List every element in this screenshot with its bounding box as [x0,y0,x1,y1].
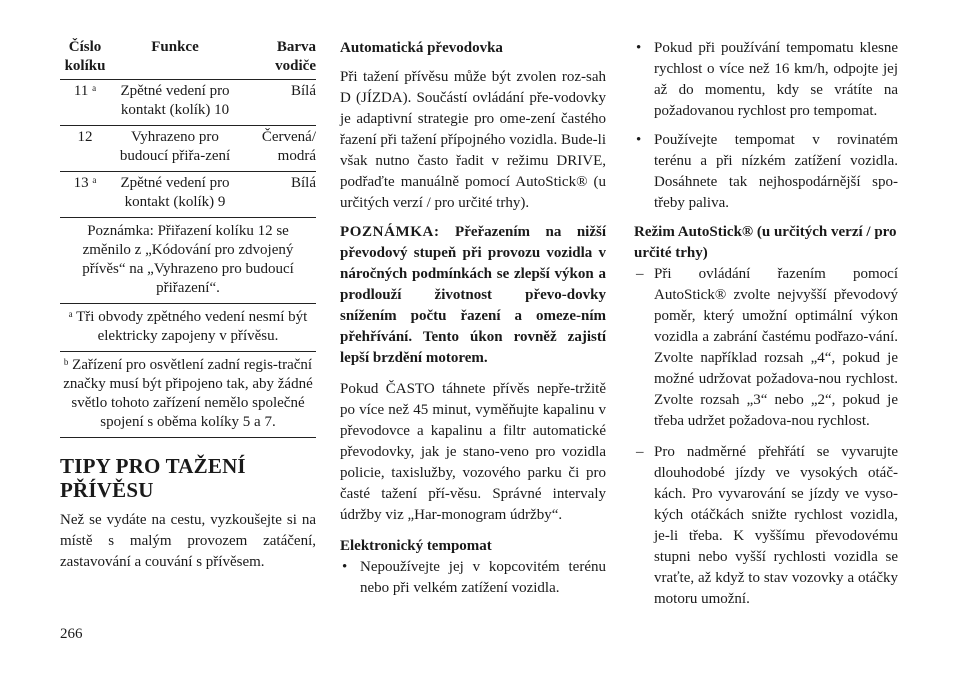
automatic-transmission-paragraph: Při tažení přívěsu může být zvolen roz-sah D (JÍZDA). Součástí ovládání pře-vodovky je adaptivní strategie pro ome-zení častého řazení při tažení přípojného vozidla. Bude-li však nutno často řadit v režimu DRIVE, podřaďte manuálně pomocí AutoStick® (u určitých verzí / pro určité trhy). [340,69,606,211]
color-cell: Bílá [240,80,316,126]
header-color: Barva vodiče [240,38,316,80]
footnote-ref: a [92,175,97,185]
header-function: Funkce [110,38,240,80]
header-pin: Číslo kolíku [60,38,110,80]
cruise-control-heading: Elektronický tempomat [340,538,492,554]
table-note: Poznámka: Přiřazení kolíku 12 se změnilo z „Kódování pro zdvojený přívěs“ na „Vyhrazeno pro budoucí přiřazení“. [60,218,316,304]
page-number: 266 [60,626,83,642]
list-item [634,38,898,122]
note-label: POZNÁMKA: [340,224,440,240]
list-item [634,264,898,432]
pin-cell [60,172,110,218]
footnote-mark: b [63,357,69,367]
list-item [634,130,898,214]
table-row [60,80,316,126]
pin-number: 12 [77,129,93,145]
footnote-ref: a [92,83,97,93]
cruise-bullet-list [340,557,606,599]
note-paragraph [340,222,606,369]
middle-column [340,38,606,599]
frequent-towing-paragraph: Pokud ČASTO táhnete přívěs nepře-tržitě po více než 45 minut, vyměňujte kapalinu v převodovce a kapalinu a filtr automatické převodovky, jak je stano-veno pro vozidla policie, taxislužby, vozového parku či pro časté tažení pří-věsu. Správné intervaly údržby viz „Har-monogram údržby“. [340,381,606,523]
list-item-text: Pro nadměrné přehřátí se vyvarujte dlouhodobé jízdy ve vysokých otáč-kách. Pro vyvarování se jízdy ve vyso-kých otáčkách snižte rychlost vozidla, je-li třeba. K vyššímu převodovému stupni nebo vyšší rychlosti vozidla se vraťte, až když to stav vozovky a otáčky motoru umožní. [654,444,898,607]
bullet-mark: • [636,132,642,148]
table-header-row [60,38,316,80]
list-item-text: Při ovládání řazením pomocí AutoStick® zvolte nejvyšší převodový poměr, který umožní optimální výkon vozidla a zabrání častému podřazo-vání. Zvolte například rozsah „4“, pokud je možné udržovat požadova-nou rychlost. Zvolte rozsah „3“ nebo „2“, pokud je třeba udržet požadova-nou rychlost. [654,266,898,429]
list-item-text: Používejte tempomat v rovinatém terénu a při nízkém zatížení vozidla. Dosáhnete tak nejhospodárnější spo-třeby paliva. [654,132,898,211]
footnote-text: Zařízení pro osvětlení zadní regis-trační značky musí být připojeno tak, aby žádné světlo tohoto zařízení nemělo společné spojení s oběma kolíky 5 a 7. [63,357,313,430]
cruise-bullet-list-continued [634,38,898,214]
color-cell: Bílá [240,172,316,218]
intro-paragraph: Než se vydáte na cestu, vyzkoušejte si na místě s malým provozem zatáčení, zastavování a couvání s přívěsem. [60,512,316,570]
footnote-mark: a [68,309,73,319]
footnote-row [60,352,316,438]
function-cell: Vyhrazeno pro budoucí přiřa-zení [110,126,240,172]
function-cell: Zpětné vedení pro kontakt (kolík) 10 [110,80,240,126]
table-note-row [60,218,316,304]
footnote-a [60,304,316,352]
list-item [340,557,606,599]
pin-cell [60,80,110,126]
dash-mark: – [636,266,644,282]
autostick-list [634,264,898,610]
left-column [60,38,316,573]
pin-cell [60,126,110,172]
list-item [634,442,898,610]
bullet-mark: • [342,559,348,575]
pin-number: 11 [73,83,89,99]
automatic-transmission-heading: Automatická převodovka [340,40,503,56]
footnote-row [60,304,316,352]
right-column [634,38,898,610]
list-item-text: Nepoužívejte jej v kopcovitém terénu nebo při velkém zatížení vozidla. [360,559,606,596]
footnote-text: Tři obvody zpětného vedení nesmí být elektricky zapojeny v přívěsu. [76,309,308,344]
bullet-mark: • [636,40,642,56]
section-heading: TIPY PRO TAŽENÍ PŘÍVĚSU [60,454,246,502]
pin-table [60,38,316,438]
dash-mark: – [636,444,644,460]
function-cell: Zpětné vedení pro kontakt (kolík) 9 [110,172,240,218]
autostick-heading: Režim AutoStick® (u určitých verzí / pro určité trhy) [634,224,897,261]
table-row [60,172,316,218]
list-item-text: Pokud při používání tempomatu klesne rychlost o více než 16 km/h, odpojte jej až do momentu, kdy se vrátíte na požadovanou rychlost pro tempomat. [654,40,898,119]
note-text: Přeřazením na nižší převodový stupeň při provozu vozidla v náročných podmínkách se zlepší výkon a prodlouží životnost převo-dovky snížením počtu řazení a omeze-ním přehřívání. Tento úkon rovněž zajistí lepší brzdění motorem. [340,224,606,366]
footnote-b [60,352,316,438]
color-cell: Červená/ modrá [240,126,316,172]
table-row [60,126,316,172]
pin-number: 13 [73,175,89,191]
